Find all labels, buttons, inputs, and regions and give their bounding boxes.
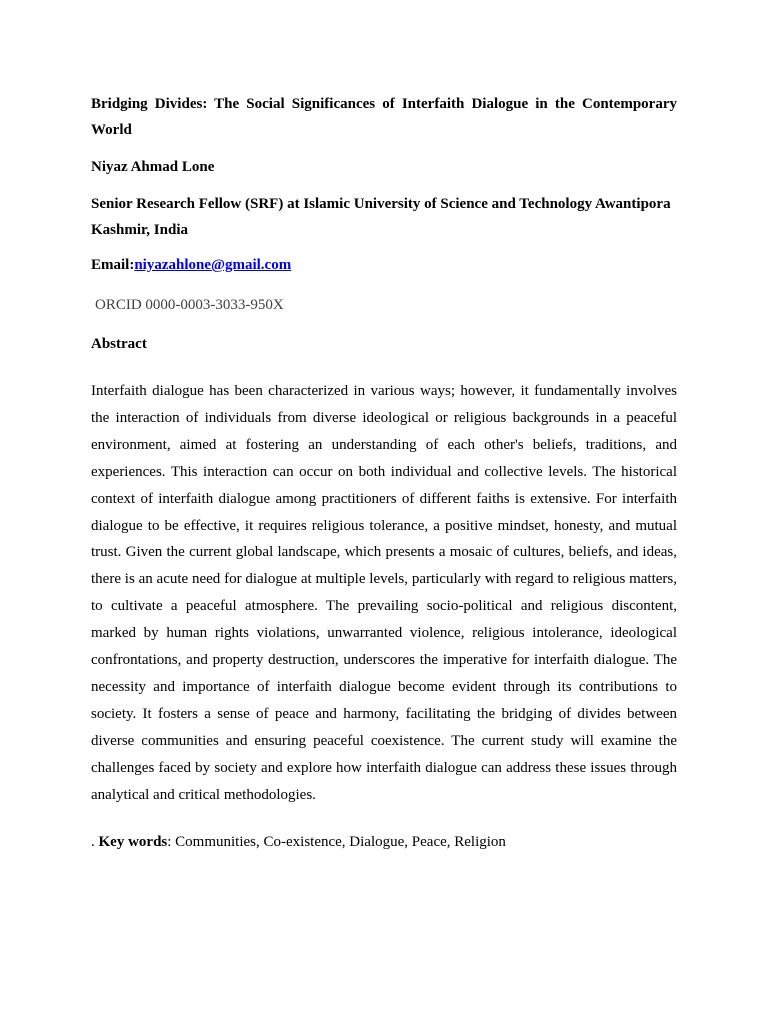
author-affiliation: Senior Research Fellow (SRF) at Islamic University of Science and Technology Awantipora Kashmir, India bbox=[91, 196, 671, 238]
email-label: Email: bbox=[91, 257, 135, 273]
keywords-label: Key words bbox=[98, 833, 168, 850]
paper-page bbox=[91, 91, 677, 852]
abstract-heading: Abstract bbox=[91, 336, 147, 352]
keywords-list: : Communities, Co-existence, Dialogue, Peace, Religion bbox=[167, 833, 506, 850]
paper-title: Bridging Divides: The Social Significances of Interfaith Dialogue in the Contemporary World bbox=[91, 96, 677, 138]
orcid-id: ORCID 0000-0003-3033-950X bbox=[95, 297, 284, 313]
email-link[interactable]: niyazahlone@gmail.com bbox=[134, 257, 292, 273]
abstract-text: Interfaith dialogue has been characterized in various ways; however, it fundamentally involves the interaction of individuals from diverse ideological or religious backgrounds in a peaceful environment, aimed at fostering an understanding of each other's beliefs, traditions, and experiences. This interaction can occur on both individual and collective levels. The historical context of interfaith dialogue among practitioners of different faiths is extensive. For interfaith dialogue to be effective, it requires religious tolerance, a positive mindset, honesty, and mutual trust. Given the current global landscape, which presents a mosaic of cultures, beliefs, and ideas, there is an acute need for dialogue at multiple levels, particularly with regard to religious matters, to cultivate a peaceful atmosphere. The prevailing socio-political and religious discontent, marked by human rights violations, unwarranted violence, religious intolerance, ideological confrontations, and property destruction, underscores the imperative for interfaith dialogue. The necessity and importance of interfaith dialogue become evident through its contributions to society. It fosters a sense of peace and harmony, facilitating the bridging of divides between diverse communities and ensuring peaceful coexistence. The current study will examine the challenges faced by society and explore how interfaith dialogue can address these issues through analytical and critical methodologies. bbox=[91, 383, 677, 803]
author-name: Niyaz Ahmad Lone bbox=[91, 159, 215, 175]
keywords-prefix: . bbox=[91, 833, 99, 850]
email-line bbox=[91, 255, 677, 275]
keywords-line bbox=[91, 832, 677, 852]
